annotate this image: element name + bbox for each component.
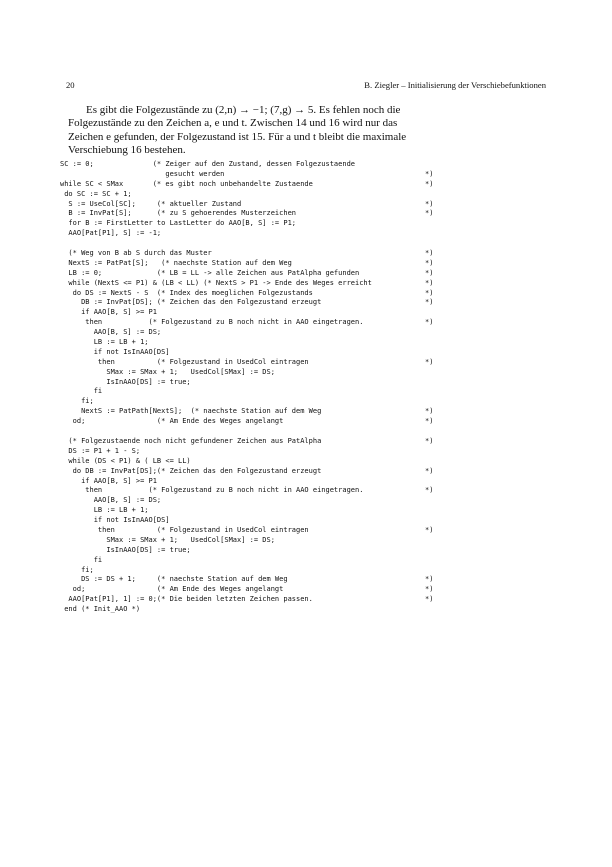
code-text: DB := InvPat[DS]; (* Zeichen das den Folgezustand erzeugt: [60, 298, 322, 307]
comment-end: *): [425, 575, 434, 584]
code-line: [60, 605, 550, 615]
comment-end: *): [425, 585, 434, 594]
intro-line: Folgezustände zu den Zeichen a, e und t. Zwischen 14 und 16 wird nur das: [68, 117, 398, 130]
code-text: DS := P1 + 1 - S;: [60, 446, 141, 455]
code-text: AAO[B, S] := DS;: [60, 328, 162, 337]
code-line: [60, 506, 550, 516]
code-text: then (* Folgezustand in UsedCol eintragen: [60, 357, 309, 366]
code-text: IsInAAO[DS] := true;: [60, 377, 191, 386]
code-line: [60, 308, 550, 318]
code-text: AAO[Pat[P1], S] := -1;: [60, 229, 162, 238]
code-text: then (* Folgezustand in UsedCol eintragen: [60, 525, 309, 534]
code-text: AAO[B, S] := DS;: [60, 496, 162, 505]
code-line: [60, 239, 550, 249]
code-line: [60, 180, 550, 190]
code-line: [60, 427, 550, 437]
comment-end: *): [425, 278, 434, 287]
code-text: (* Weg von B ab S durch das Muster: [60, 249, 212, 258]
code-line: [60, 160, 550, 170]
code-line: [60, 348, 550, 358]
code-line: [60, 368, 550, 378]
code-line: [60, 556, 550, 566]
code-text: end (* Init_AAO *): [60, 605, 141, 614]
code-text: S := UseCol[SC]; (* aktueller Zustand: [60, 199, 242, 208]
code-line: [60, 526, 550, 536]
code-line: [60, 249, 550, 259]
code-text: while (DS < P1) & ( LB <= LL): [60, 456, 191, 465]
running-title: B. Ziegler – Initialisierung der Verschiebefunktionen: [364, 80, 546, 90]
comment-end: *): [425, 357, 434, 366]
code-line: [60, 259, 550, 269]
code-text: for B := FirstLetter to LastLetter do AAO[B, S] := P1;: [60, 219, 297, 228]
code-text: od; (* Am Ende des Weges angelangt: [60, 417, 284, 426]
code-line: [60, 595, 550, 605]
code-text: do DS := NextS - S (* Index des moeglichen Folgezustands: [60, 288, 313, 297]
comment-end: *): [425, 268, 434, 277]
code-text: AAO[Pat[P1], 1] := 0;(* Die beiden letzten Zeichen passen.: [60, 595, 313, 604]
page-header: [66, 80, 546, 92]
comment-end: *): [425, 525, 434, 534]
code-text: while (NextS <= P1) & (LB < LL) (* NextS > P1 -> Ende des Weges erreicht: [60, 278, 372, 287]
code-text: (* Folgezustaende noch nicht gefundener Zeichen aus PatAlpha: [60, 436, 322, 445]
code-line: [60, 575, 550, 585]
code-text: fi;: [60, 565, 94, 574]
code-text: NextS := PatPat[S]; (* naechste Station auf dem Weg: [60, 258, 292, 267]
comment-end: *): [425, 595, 434, 604]
code-text: fi;: [60, 397, 94, 406]
comment-end: *): [425, 249, 434, 258]
code-line: [60, 437, 550, 447]
code-line: [60, 279, 550, 289]
code-line: [60, 546, 550, 556]
code-text: fi: [60, 387, 103, 396]
code-line: [60, 585, 550, 595]
code-line: [60, 397, 550, 407]
code-line: [60, 200, 550, 210]
code-line: [60, 289, 550, 299]
code-line: [60, 566, 550, 576]
code-text: SMax := SMax + 1; UsedCol[SMax] := DS;: [60, 367, 275, 376]
code-line: [60, 516, 550, 526]
code-listing: [60, 160, 550, 615]
code-text: do DB := InvPat[DS];(* Zeichen das den Folgezustand erzeugt: [60, 466, 322, 475]
code-line: [60, 378, 550, 388]
code-line: [60, 407, 550, 417]
comment-end: *): [425, 486, 434, 495]
code-text: od; (* Am Ende des Weges angelangt: [60, 585, 284, 594]
code-line: [60, 467, 550, 477]
code-line: [60, 496, 550, 506]
code-text: SC := 0; (* Zeiger auf den Zustand, dessen Folgezustaende: [60, 160, 356, 168]
code-line: [60, 170, 550, 180]
code-line: [60, 209, 550, 219]
code-text: LB := LB + 1;: [60, 338, 149, 347]
code-text: fi: [60, 555, 103, 564]
code-text: then (* Folgezustand zu B noch nicht in AAO eingetragen.: [60, 486, 364, 495]
code-text: if not IsInAAO[DS]: [60, 347, 170, 356]
intro-line: Zeichen e gefunden, der Folgezustand ist 15. Für a und t bleibt die maximale: [68, 130, 407, 143]
code-text: NextS := PatPath[NextS]; (* naechste Station auf dem Weg: [60, 407, 322, 416]
intro-paragraph: [68, 104, 546, 158]
comment-end: *): [425, 179, 434, 188]
page-number: 20: [66, 80, 75, 90]
comment-end: *): [425, 169, 434, 178]
code-line: [60, 318, 550, 328]
intro-line: Verschiebung 16 bestehen.: [68, 144, 186, 157]
code-text: LB := LB + 1;: [60, 506, 149, 515]
comment-end: *): [425, 318, 434, 327]
comment-end: *): [425, 407, 434, 416]
code-line: [60, 457, 550, 467]
code-line: [60, 536, 550, 546]
code-text: if AAO[B, S] >= P1: [60, 308, 157, 317]
code-text: then (* Folgezustand zu B noch nicht in AAO eingetragen.: [60, 318, 364, 327]
code-line: [60, 477, 550, 487]
code-line: [60, 219, 550, 229]
code-line: [60, 338, 550, 348]
comment-end: *): [425, 417, 434, 426]
code-text: LB := 0; (* LB = LL -> alle Zeichen aus PatAlpha gefunden: [60, 268, 360, 277]
code-line: [60, 387, 550, 397]
code-line: [60, 269, 550, 279]
code-text: do SC := SC + 1;: [60, 189, 132, 198]
code-line: [60, 447, 550, 457]
code-text: if AAO[B, S] >= P1: [60, 476, 157, 485]
code-line: [60, 358, 550, 368]
code-text: IsInAAO[DS] := true;: [60, 545, 191, 554]
comment-end: *): [425, 436, 434, 445]
code-text: if not IsInAAO[DS]: [60, 516, 170, 525]
code-text: B := InvPat[S]; (* zu S gehoerendes Musterzeichen: [60, 209, 297, 218]
intro-line: Es gibt die Folgezustände zu (2,n) → −1; (7,g) → 5. Es fehlen noch die: [86, 104, 401, 116]
comment-end: *): [425, 258, 434, 267]
code-line: [60, 229, 550, 239]
comment-end: *): [425, 298, 434, 307]
code-text: while SC < SMax (* es gibt noch unbehandelte Zustaende: [60, 179, 313, 188]
code-text: gesucht werden: [60, 169, 225, 178]
code-line: [60, 298, 550, 308]
code-line: [60, 486, 550, 496]
code-text: DS := DS + 1; (* naechste Station auf dem Weg: [60, 575, 288, 584]
code-line: [60, 417, 550, 427]
comment-end: *): [425, 199, 434, 208]
comment-end: *): [425, 466, 434, 475]
code-line: [60, 328, 550, 338]
code-line: [60, 190, 550, 200]
code-text: SMax := SMax + 1; UsedCol[SMax] := DS;: [60, 535, 275, 544]
comment-end: *): [425, 288, 434, 297]
comment-end: *): [425, 209, 434, 218]
